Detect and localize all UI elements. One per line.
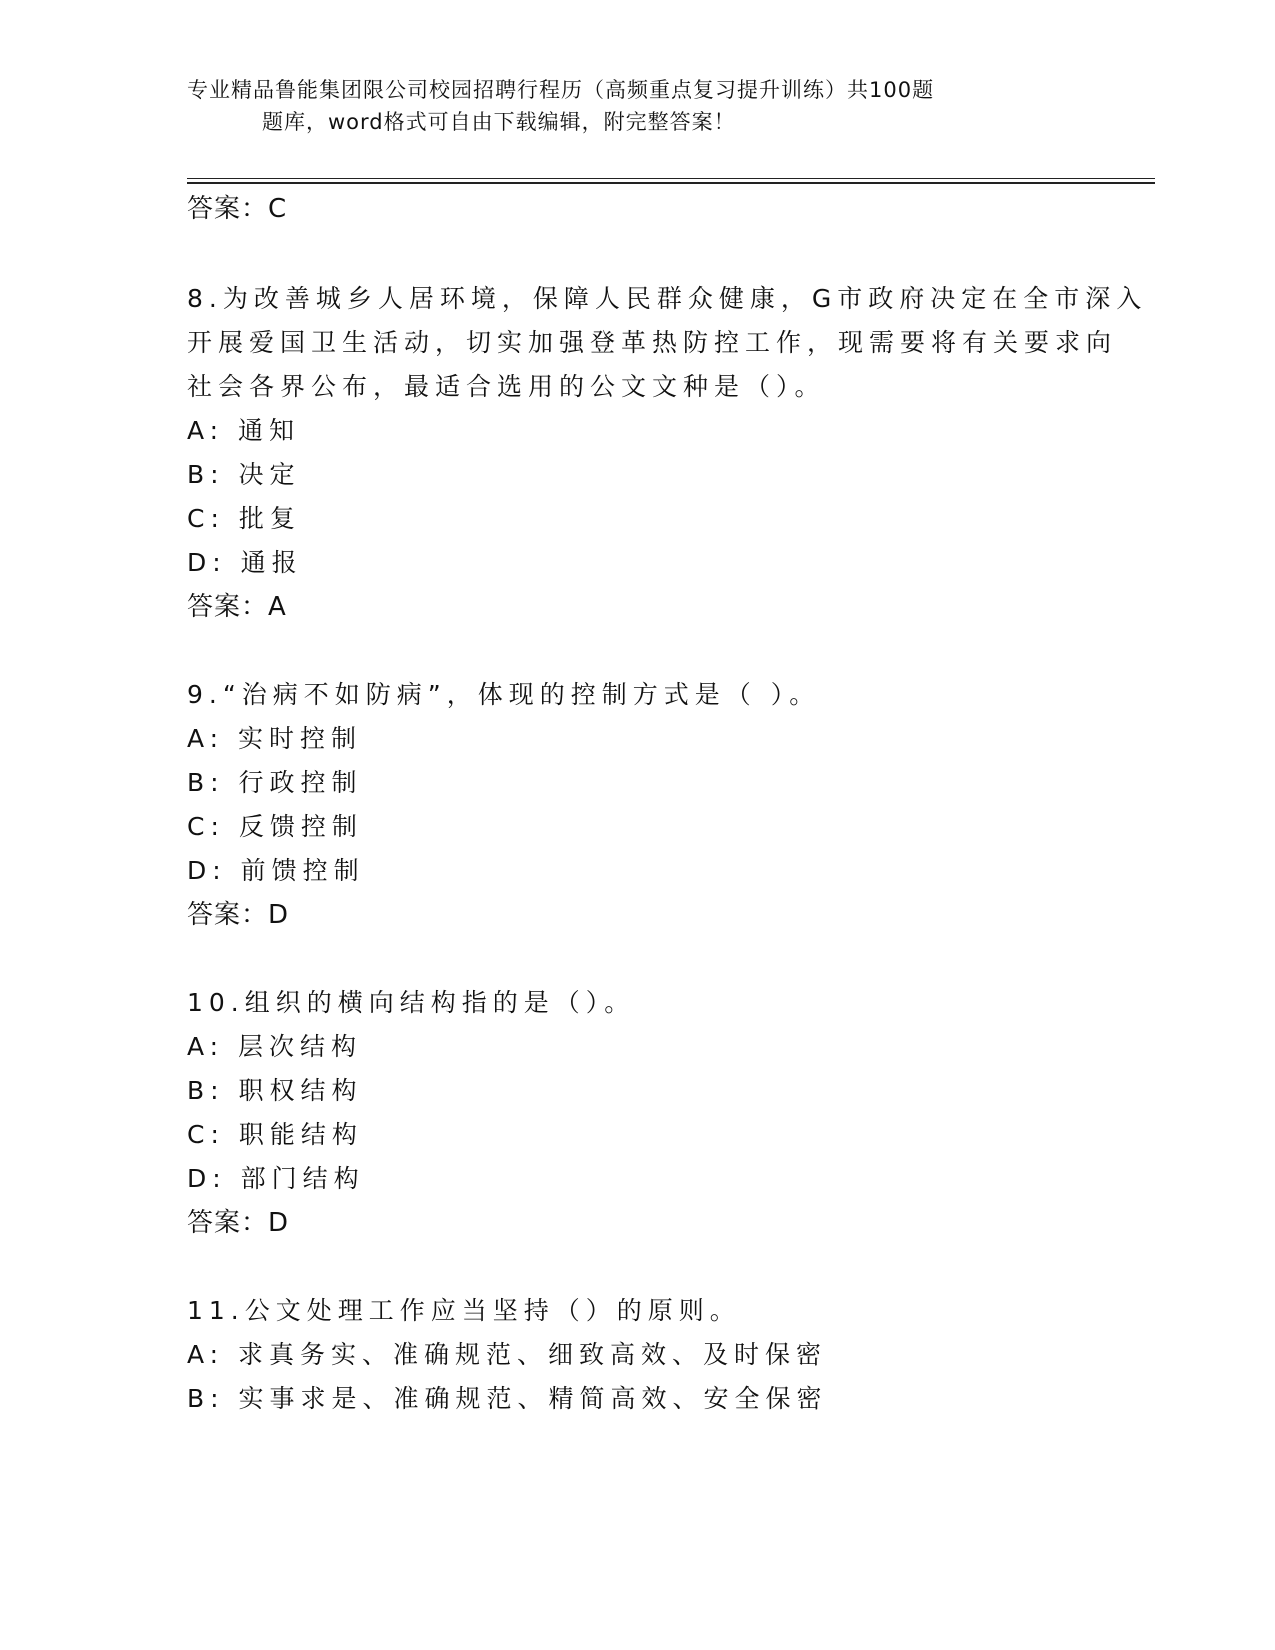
- question-8-option-b: B: 决定: [187, 460, 301, 489]
- question-9-text: 9.“治病不如防病”，体现的控制方式是（ ）。: [187, 680, 821, 709]
- question-8-answer: 答案：A: [187, 592, 287, 622]
- question-10-answer: 答案：D: [187, 1208, 290, 1238]
- question-10-option-a: A: 层次结构: [187, 1032, 363, 1061]
- question-11-text: 11.公文处理工作应当坚持（）的原则。: [187, 1296, 741, 1325]
- question-9-option-c: C: 反馈控制: [187, 812, 363, 841]
- question-10-option-d: D: 部门结构: [187, 1164, 365, 1193]
- header-rule-thin: [187, 178, 1155, 179]
- question-8-option-a: A: 通知: [187, 416, 301, 445]
- question-8-text-line2: 开展爱国卫生活动，切实加强登革热防控工作，现需要将有关要求向: [187, 328, 1118, 357]
- question-9-option-a: A: 实时控制: [187, 724, 363, 753]
- answer-previous: 答案：C: [187, 194, 288, 224]
- question-8-text-line3: 社会各界公布，最适合选用的公文文种是（）。: [187, 372, 826, 401]
- question-8-option-c: C: 批复: [187, 504, 301, 533]
- question-10-text: 10.组织的横向结构指的是（）。: [187, 988, 636, 1017]
- question-11-option-b: B: 实事求是、准确规范、精简高效、安全保密: [187, 1384, 828, 1413]
- question-9-answer: 答案：D: [187, 900, 290, 930]
- question-8-text-line1: 8.为改善城乡人居环境，保障人民群众健康，G市政府决定在全市深入: [187, 284, 1148, 313]
- header-rule-thick: [187, 182, 1155, 184]
- question-8-option-d: D: 通报: [187, 548, 303, 577]
- question-10-option-b: B: 职权结构: [187, 1076, 363, 1105]
- question-10-option-c: C: 职能结构: [187, 1120, 363, 1149]
- question-9-option-b: B: 行政控制: [187, 768, 363, 797]
- question-11-option-a: A: 求真务实、准确规范、细致高效、及时保密: [187, 1340, 828, 1369]
- header-title-line1: 专业精品鲁能集团限公司校园招聘行程历（高频重点复习提升训练）共100题: [187, 78, 935, 102]
- document-header: [187, 74, 1087, 138]
- question-9-option-d: D: 前馈控制: [187, 856, 365, 885]
- header-title-line2: 题库，word格式可自由下载编辑，附完整答案！: [262, 110, 736, 134]
